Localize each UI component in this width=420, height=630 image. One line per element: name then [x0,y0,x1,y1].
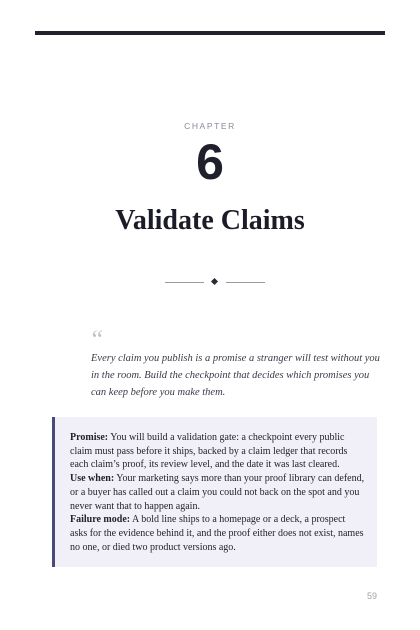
diamond-icon [211,278,218,285]
callout-use-when-label: Use when: [70,473,115,485]
chapter-label: CHAPTER [184,121,236,131]
callout-failure-mode-label: Failure mode: [70,514,131,526]
chapter-number: 6 [196,134,224,190]
epigraph: Every claim you publish is a promise a stranger will test without you in the room. Build the checkpoint that decides which promises you can keep before you make them. [91,353,380,398]
chapter-summary-callout [52,417,377,567]
ornament-divider [165,276,265,288]
callout-use-when-text: Your marketing says more than your proof library can defend, or a buyer has called out a claim you could not back on the spot and you never want that to happen again. [70,473,365,512]
chapter-title: Validate Claims [115,205,305,236]
callout-failure-mode-text: A bold line ships to a homepage or a deck, a prospect asks for the evidence behind it, and the proof either does not exist, names no one, or died two product versions ago. [70,514,364,553]
ornament-line-right [226,282,265,283]
ornament-line-left [165,282,204,283]
callout-promise-label: Promise: [70,432,109,443]
callout-use-when [70,472,365,513]
callout-promise [70,431,365,472]
callout-failure-mode [70,513,365,554]
page-number: 59 [366,591,377,601]
top-rule [35,31,385,35]
quote-mark-icon: “ [89,325,104,354]
callout-promise-text: You will build a validation gate: a checkpoint every public claim must pass before it ships, backed by a claim ledger that records each claim’s proof, its review level, and the date it was last cleared. [70,432,348,471]
